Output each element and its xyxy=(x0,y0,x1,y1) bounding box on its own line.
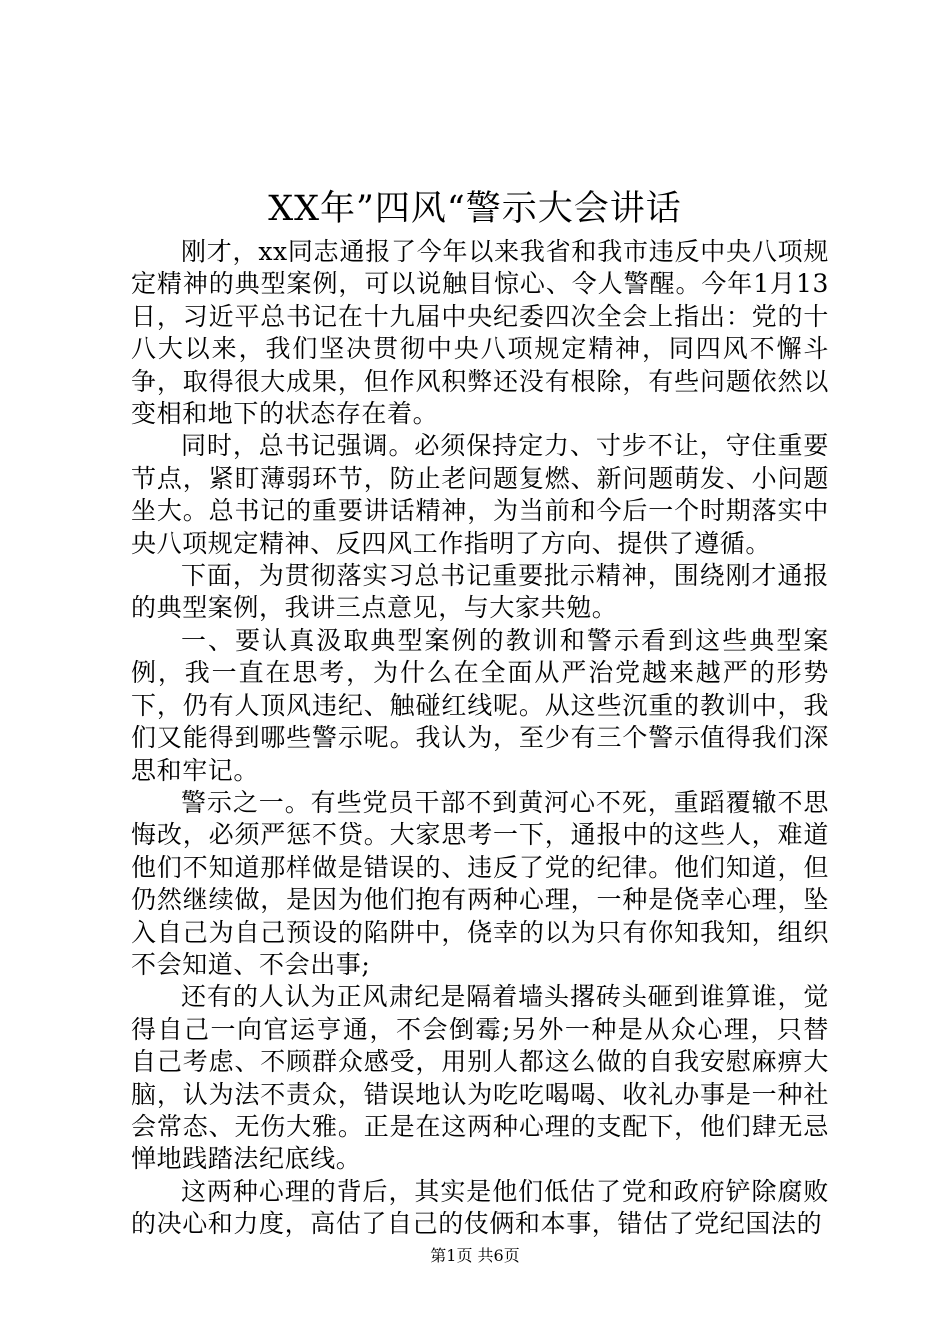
paragraph: 同时，总书记强调。必须保持定力、寸步不让，守住重要节点，紧盯薄弱环节，防止老问题复燃、新问题萌发、小问题坐大。总书记的重要讲话精神，为当前和今后一个时期落实中央八项规定精神、反四风工作指明了方向、提供了遵循。 xyxy=(131,431,829,558)
document-title: XX年”四风“警示大会讲话 xyxy=(268,189,682,229)
page-footer: 第1页 共6页 xyxy=(430,1246,520,1265)
paragraph: 这两种心理的背后，其实是他们低估了党和政府铲除腐败的决心和力度，高估了自己的伎俩和本事，错估了党纪国法的 xyxy=(131,1176,829,1239)
paragraph: 一、要认真汲取典型案例的教训和警示看到这些典型案例，我一直在思考，为什么在全面从严治党越来越严的形势下，仍有人顶风违纪、触碰红线呢。从这些沉重的教训中，我们又能得到哪些警示呢。我认为，至少有三个警示值得我们深思和牢记。 xyxy=(131,625,829,785)
paragraph: 警示之一。有些党员干部不到黄河心不死，重蹈覆辙不思悔改，必须严惩不贷。大家思考一下，通报中的这些人，难道他们不知道那样做是错误的、违反了党的纪律。他们知道，但仍然继续做，是因为他们抱有两种心理，一种是侥幸心理，坠入自己为自己预设的陷阱中，侥幸的以为只有你知我知，组织不会知道、不会出事; xyxy=(131,787,829,979)
paragraph: 下面，为贯彻落实习总书记重要批示精神，围绕刚才通报的典型案例，我讲三点意见，与大家共勉。 xyxy=(131,561,829,623)
document-body xyxy=(131,236,829,1241)
paragraph: 还有的人认为正风肃纪是隔着墙头撂砖头砸到谁算谁，觉得自己一向官运亨通，不会倒霉;另外一种是从众心理，只替自己考虑、不顾群众感受，用别人都这么做的自我安慰麻痹大脑，认为法不责众，错误地认为吃吃喝喝、收礼办事是一种社会常态、无伤大雅。正是在这两种心理的支配下，他们肆无忌惮地践踏法纪底线。 xyxy=(131,982,829,1174)
paragraph: 刚才，xx同志通报了今年以来我省和我市违反中央八项规定精神的典型案例，可以说触目惊心、令人警醒。今年1月13日，习近平总书记在十九届中央纪委四次全会上指出：党的十八大以来，我们坚决贯彻中央八项规定精神，同四风不懈斗争，取得很大成果，但作风积弊还没有根除，有些问题依然以变相和地下的状态存在着。 xyxy=(131,237,829,429)
